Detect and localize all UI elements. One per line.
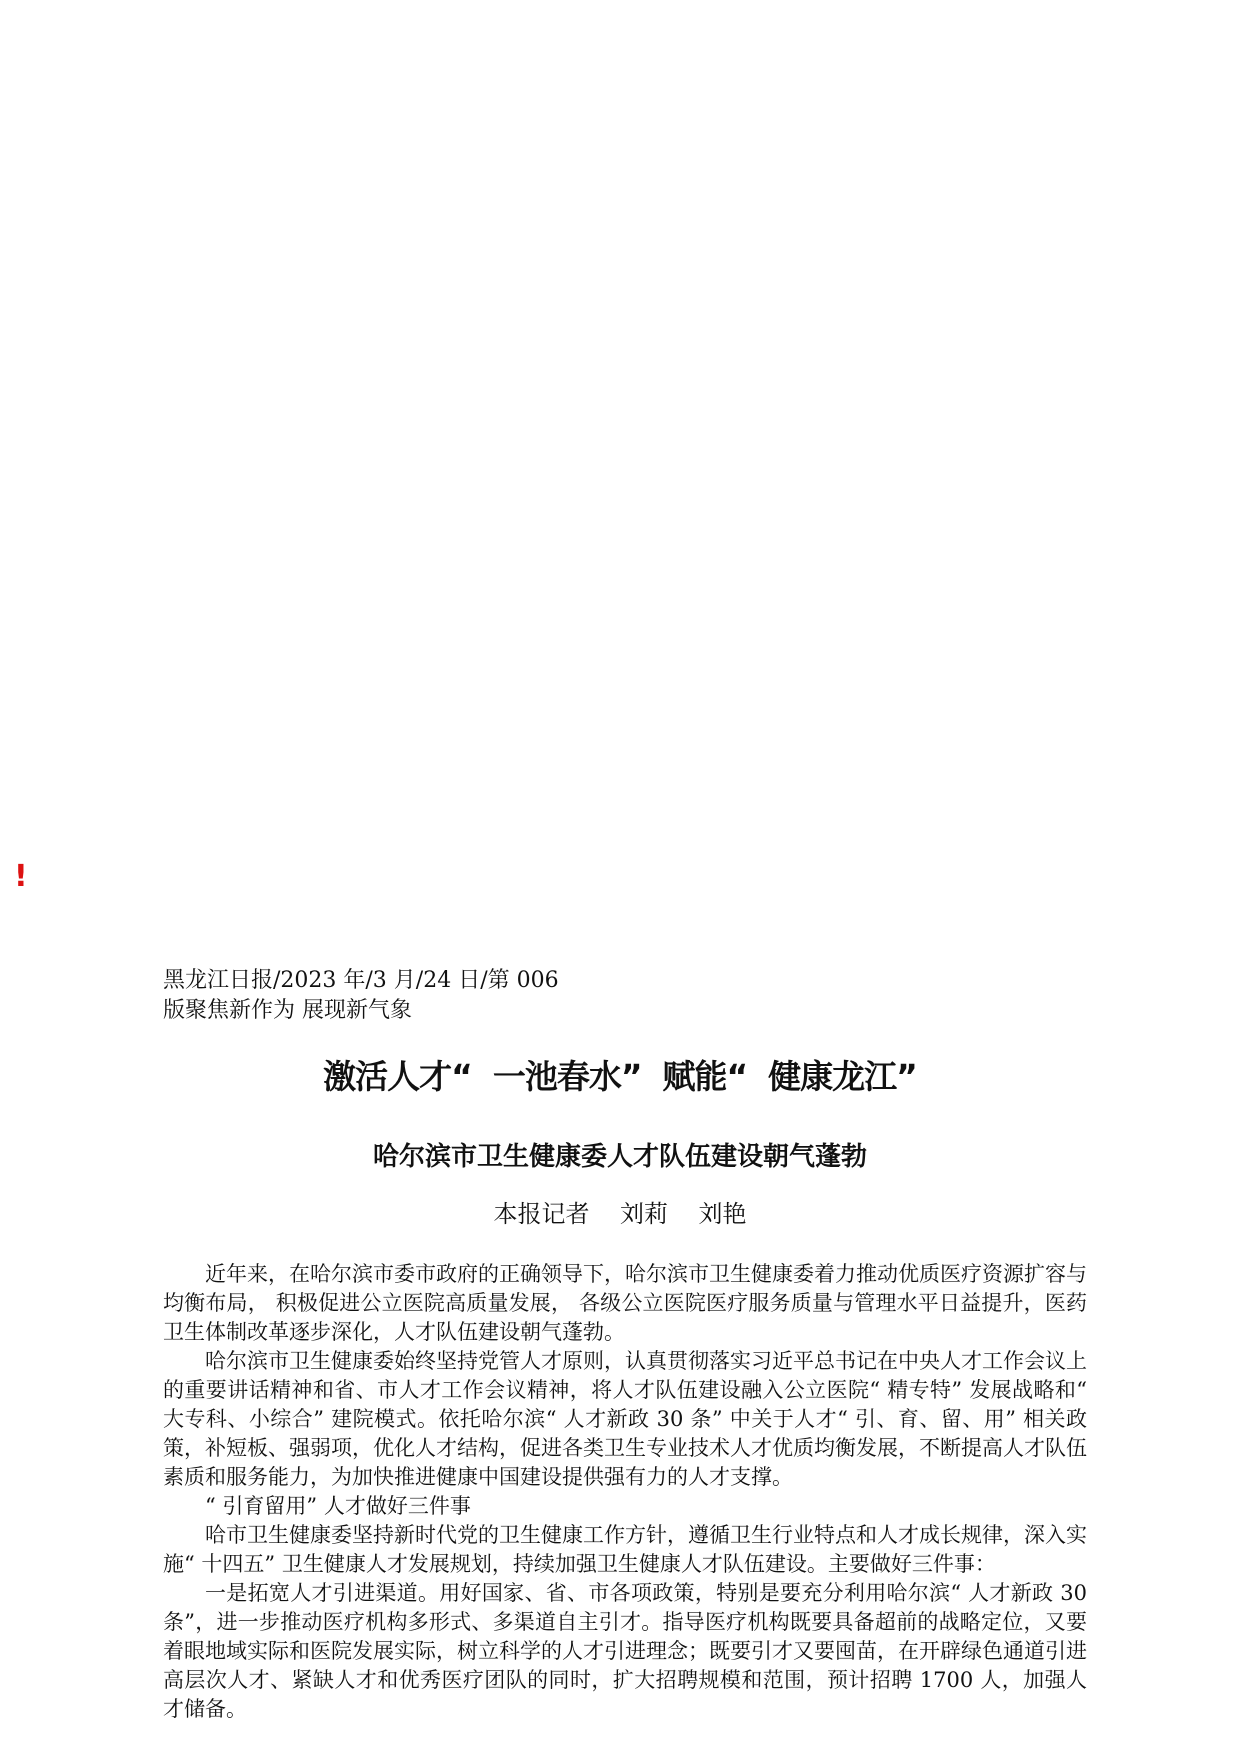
paragraph-1: 近年来，在哈尔滨市委市政府的正确领导下，哈尔滨市卫生健康委着力推动优质医疗资源扩容与均衡布局， 积极促进公立医院高质量发展， 各级公立医院医疗服务质量与管理水平日益提升，医药卫生体制改革逐步深化，人才队伍建设朝气蓬勃。 <box>163 1262 1087 1344</box>
article-subtitle: 哈尔滨市卫生健康委人才队伍建设朝气蓬勃 <box>372 1142 867 1172</box>
paragraph-2: 哈尔滨市卫生健康委始终坚持党管人才原则，认真贯彻落实习近平总书记在中央人才工作会议上的重要讲话精神和省、市人才工作会议精神，将人才队伍建设融入公立医院“ 精专特” 发展战略和“ 大专科、小综合” 建院模式。依托哈尔滨“ 人才新政 30 条” 中关于人才“ 引、育、留、用” 相关政策，补短板、强弱项，优化人才结构，促进各类卫生专业技术人才优质均衡发展，不断提高人才队伍素质和服务能力，为加快推进健康中国建设提供强有力的人才支撑。 <box>163 1349 1087 1489</box>
source-line-2: 版聚焦新作为 展现新气象 <box>163 998 412 1023</box>
section-heading: “ 引育留用” 人才做好三件事 <box>205 1494 471 1518</box>
article-byline: 本报记者 刘莉 刘艳 <box>493 1200 747 1228</box>
source-line-1: 黑龙江日报/2023 年/3 月/24 日/第 006 <box>163 968 559 993</box>
source-info <box>163 966 563 1026</box>
exclamation-mark: ! <box>14 859 28 894</box>
paragraph-3: 哈市卫生健康委坚持新时代党的卫生健康工作方针，遵循卫生行业特点和人才成长规律，深入实施“ 十四五” 卫生健康人才发展规划，持续加强卫生健康人才队伍建设。主要做好三件事： <box>163 1523 1087 1576</box>
article-body <box>163 1260 1087 1724</box>
article-title: 激活人才“ 一池春水” 赋能“ 健康龙江” <box>323 1057 917 1096</box>
paragraph-4: 一是拓宽人才引进渠道。用好国家、省、市各项政策，特别是要充分利用哈尔滨“ 人才新政 30 条”，进一步推动医疗机构多形式、多渠道自主引才。指导医疗机构既要具备超前的战略定位，又要着眼地域实际和医院发展实际，树立科学的人才引进理念；既要引才又要囤苗，在开辟绿色通道引进高层次人才、紧缺人才和优秀医疗团队的同时，扩大招聘规模和范围，预计招聘 1700 人，加强人才储备。 <box>163 1581 1087 1721</box>
